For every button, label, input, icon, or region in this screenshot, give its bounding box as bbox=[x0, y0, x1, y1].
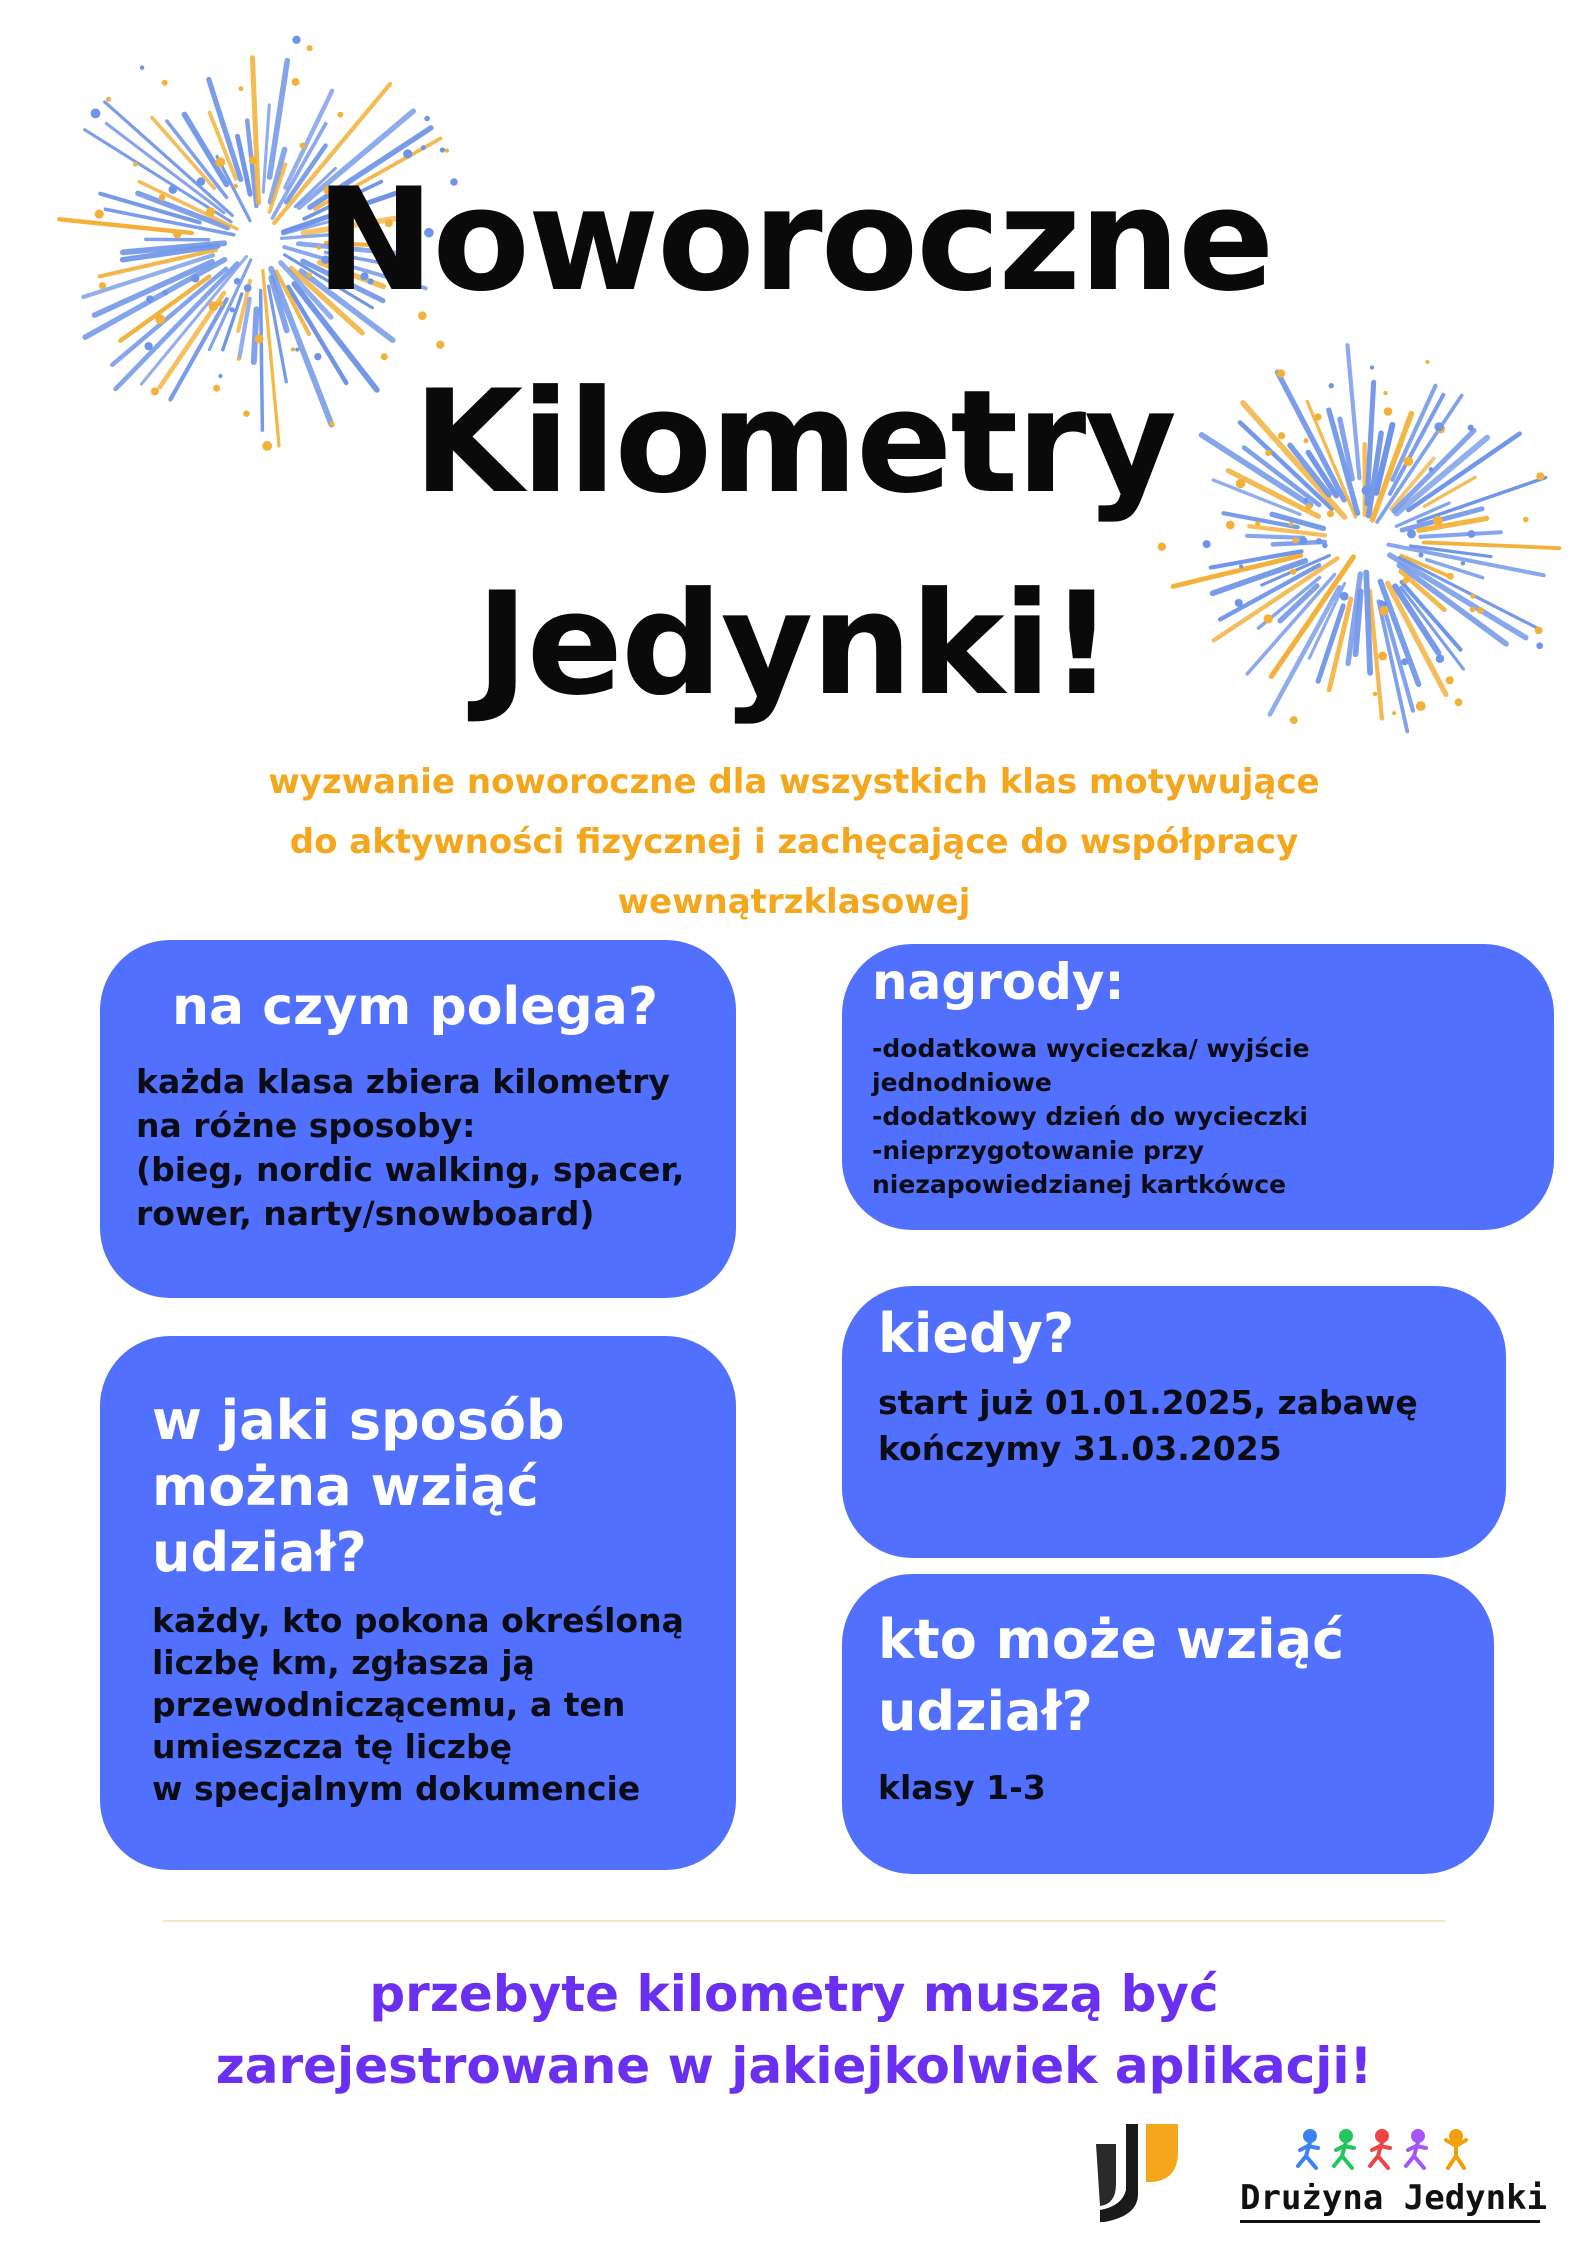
firework-spark bbox=[106, 97, 111, 102]
page-title bbox=[0, 140, 1588, 746]
card-when bbox=[842, 1286, 1506, 1558]
card-when-text: start już 01.01.2025, zabawę kończymy 31.03.2025 bbox=[878, 1383, 1418, 1468]
firework-spark bbox=[307, 45, 313, 51]
footer-line-2: zarejestrowane w jakiejkolwiek aplikacji! bbox=[215, 2037, 1373, 2095]
brand-name: Drużyna Jedynki bbox=[1240, 2178, 1540, 2223]
firework-spark bbox=[337, 112, 343, 118]
firework-spark bbox=[239, 86, 244, 91]
subtitle bbox=[160, 752, 1428, 932]
card-who-text: klasy 1-3 bbox=[878, 1768, 1046, 1807]
title-line-1: Noworoczne bbox=[315, 158, 1273, 323]
subtitle-line-3: wewnątrzklasowej bbox=[617, 882, 971, 922]
card-who bbox=[842, 1574, 1494, 1874]
footer-note bbox=[0, 1958, 1588, 2102]
card-how bbox=[100, 940, 736, 1298]
footer-line-1: przebyte kilometry muszą być bbox=[369, 1965, 1219, 2023]
firework-spark bbox=[140, 65, 144, 69]
card-how-heading: na czym polega? bbox=[171, 977, 658, 1037]
firework-spark bbox=[91, 108, 101, 118]
card-participate-heading: w jaki sposób można wziąć udział? bbox=[152, 1389, 565, 1584]
card-who-heading: kto może wziąć udział? bbox=[878, 1608, 1345, 1743]
firework-spark bbox=[292, 36, 300, 44]
card-prizes bbox=[842, 944, 1554, 1230]
divider bbox=[163, 1920, 1445, 1922]
card-prizes-heading: nagrody: bbox=[872, 953, 1125, 1011]
card-participate-text: każdy, kto pokona określoną liczbę km, zgłasza ją przewodniczącemu, a ten umieszcza tę liczbę w specjalnym dokumencie bbox=[152, 1601, 684, 1808]
subtitle-line-1: wyzwanie noworoczne dla wszystkich klas motywujące bbox=[268, 762, 1320, 802]
card-how-text: każda klasa zbiera kilometry na różne sposoby: (bieg, nordic walking, spacer, rower, narty/snowboard) bbox=[136, 1062, 685, 1233]
card-prizes-text: -dodatkowa wycieczka/ wyjście jednodniowe -dodatkowy dzień do wycieczki -nieprzygotowanie przy niezapowiedzianej kartkówce bbox=[872, 1034, 1310, 1199]
title-line-3: Jedynki! bbox=[475, 562, 1113, 727]
runners-icon bbox=[1296, 2128, 1476, 2174]
subtitle-line-2: do aktywności fizycznej i zachęcające do współpracy bbox=[289, 822, 1299, 862]
card-when-heading: kiedy? bbox=[878, 1302, 1075, 1365]
school-logo-icon bbox=[1096, 2124, 1186, 2224]
firework-spark bbox=[292, 78, 300, 86]
card-participate bbox=[100, 1336, 736, 1870]
firework-spark bbox=[162, 80, 168, 86]
title-line-2: Kilometry bbox=[413, 360, 1175, 525]
firework-spark bbox=[424, 116, 430, 122]
